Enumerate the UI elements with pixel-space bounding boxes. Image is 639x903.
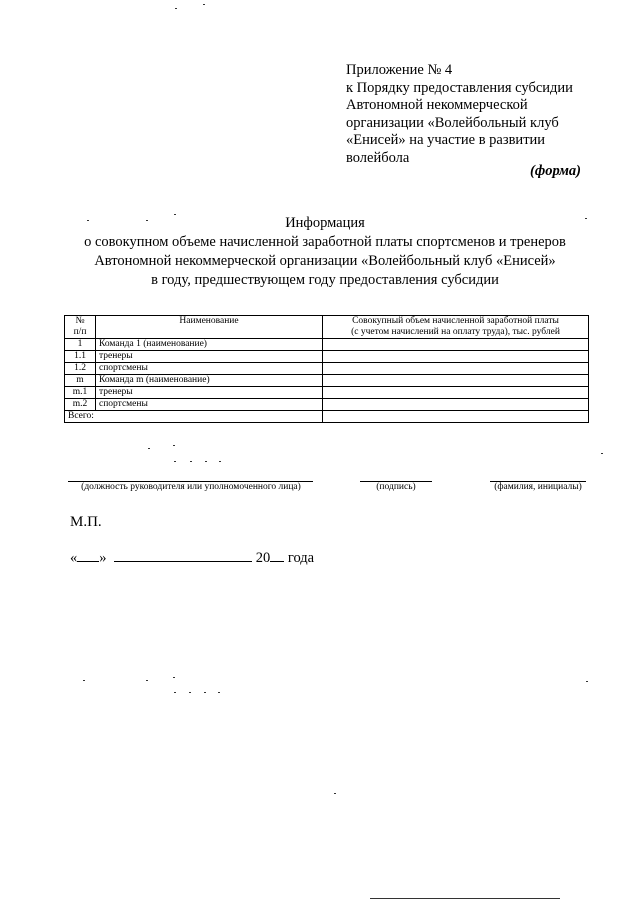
header-num: № п/п [65, 316, 96, 339]
row-name: спортсмены [96, 399, 323, 411]
row-name: тренеры [96, 387, 323, 399]
row-num: 1 [65, 339, 96, 351]
row-name: спортсмены [96, 363, 323, 375]
position-caption: (должность руководителя или уполномоченного лица) [81, 482, 301, 492]
scan-speck [586, 681, 588, 682]
title-line-2: Автономной некоммерческой организации «Волейбольный клуб «Енисей» [94, 253, 556, 269]
scan-speck [205, 461, 207, 462]
scan-speck [174, 461, 176, 462]
appendix-line: «Енисей» на участие в развитии [346, 132, 546, 148]
appendix-line: организации «Волейбольный клуб [346, 114, 559, 131]
table-row [65, 375, 589, 387]
appendix-header [346, 62, 606, 167]
scan-speck [174, 214, 176, 215]
stamp-place: М.П. [70, 514, 102, 530]
name-caption: (фамилия, инициалы) [494, 482, 582, 492]
row-value [323, 375, 589, 387]
title-line-3: в году, предшествующем году предоставления субсидии [151, 272, 499, 288]
scan-speck [334, 793, 336, 794]
row-name: Команда m (наименование) [96, 375, 323, 387]
table-row [65, 351, 589, 363]
row-value [323, 351, 589, 363]
scan-edge [370, 898, 560, 899]
table-row [65, 399, 589, 411]
row-value [323, 399, 589, 411]
scan-speck [173, 445, 175, 446]
scan-speck [219, 461, 221, 462]
month-blank [114, 549, 252, 562]
document-title [40, 214, 610, 290]
row-name: Команда 1 (наименование) [96, 339, 323, 351]
scan-speck [601, 453, 603, 454]
table-total-row [65, 411, 589, 423]
scan-speck [585, 218, 587, 219]
appendix-line: к Порядку предоставления субсидии [346, 79, 573, 96]
form-label: (форма) [530, 163, 581, 179]
signature-caption: (подпись) [376, 482, 416, 492]
appendix-line: Автономной некоммерческой [346, 97, 528, 113]
total-label: Всего: [65, 411, 323, 423]
row-num: m.1 [65, 387, 96, 399]
row-num: 1.1 [65, 351, 96, 363]
header-value: Совокупный объем начисленной заработной платы (с учетом начислений на оплату труда), тыс. рублей [323, 316, 589, 339]
scan-speck [190, 461, 192, 462]
date-close-quote: » [99, 550, 107, 566]
table-row [65, 387, 589, 399]
table-row [65, 339, 589, 351]
title-line-1: о совокупном объеме начисленной заработной платы спортсменов и тренеров [84, 234, 566, 250]
scan-speck [83, 680, 85, 681]
scan-speck [189, 692, 191, 693]
year-suffix: года [287, 550, 315, 566]
row-value [323, 363, 589, 375]
scan-speck [87, 220, 89, 221]
row-num: m.2 [65, 399, 96, 411]
scan-speck [203, 4, 205, 5]
row-name: тренеры [96, 351, 323, 363]
appendix-line: Приложение № 4 [346, 62, 453, 78]
total-value [323, 411, 589, 423]
date-open-quote: « [70, 550, 78, 566]
scan-speck [174, 692, 176, 693]
scan-speck [175, 8, 177, 9]
row-value [323, 339, 589, 351]
table-header-row [65, 316, 589, 339]
scan-speck [148, 448, 150, 449]
table-row [65, 363, 589, 375]
scan-speck [204, 692, 206, 693]
row-value [323, 387, 589, 399]
header-name: Наименование [96, 316, 323, 339]
title-heading: Информация [285, 215, 365, 231]
row-num: 1.2 [65, 363, 96, 375]
row-num: m [65, 375, 96, 387]
day-blank [77, 549, 99, 562]
scan-speck [146, 680, 148, 681]
scan-speck [146, 220, 148, 221]
scan-speck [218, 692, 220, 693]
year-prefix: 20 [255, 550, 271, 566]
date-line [70, 549, 314, 567]
year-blank [270, 549, 284, 562]
appendix-line: волейбола [346, 149, 410, 166]
scan-speck [173, 677, 175, 678]
salary-table [64, 315, 589, 423]
